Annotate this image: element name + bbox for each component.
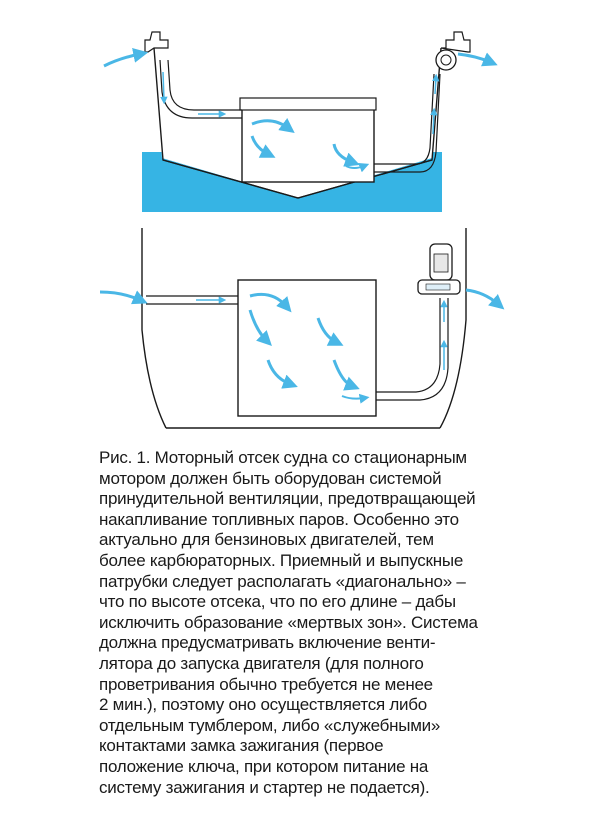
outlet-arrow-icon xyxy=(458,54,490,62)
caption-line: принудительной вентиляции, предотвращающей xyxy=(99,489,476,509)
outlet-duct-plan-inner xyxy=(376,298,440,392)
inlet-arrow-icon xyxy=(104,54,140,66)
caption-line: более карбюраторных. Приемный и выпускные xyxy=(99,550,464,570)
side-section-view xyxy=(104,32,490,212)
caption-line: систему зажигания и стартер не подается). xyxy=(99,777,430,797)
caption-line: актуально для бензиновых двигателей, тем xyxy=(99,530,434,550)
outlet-arrow-icon xyxy=(466,290,498,304)
caption-line: отдельным тумблером, либо «служебными» xyxy=(99,715,441,735)
caption-line: 2 мин.), поэтому оно осуществляется либо xyxy=(99,695,427,715)
outlet-duct-plan xyxy=(376,298,448,400)
left-gunwale xyxy=(145,32,168,52)
caption-line: положение ключа, при котором питание на xyxy=(99,756,429,776)
engine-top xyxy=(240,98,376,110)
caption-line: мотором должен быть оборудован системой xyxy=(99,468,442,488)
flow-arrow-icon xyxy=(435,78,436,94)
figure-caption xyxy=(99,448,531,798)
inlet-arrow-icon xyxy=(100,292,140,300)
right-gunwale xyxy=(441,32,470,52)
flow-arrow-icon xyxy=(163,72,164,100)
fan-icon xyxy=(418,244,460,294)
caption-line: патрубки следует располагать «диагонально» – xyxy=(99,571,466,591)
flow-arrow-icon xyxy=(433,112,434,134)
hull-plan-outline xyxy=(142,228,166,428)
caption-line: что по высоте отсека, что по его длине – дабы xyxy=(99,592,456,612)
caption-line: Рис. 1. Моторный отсек судна со стационарным xyxy=(99,448,467,467)
engine-block-side xyxy=(242,100,374,182)
caption-line: накапливание топливных паров. Особенно это xyxy=(99,509,459,529)
outlet-fitting-inner xyxy=(441,55,451,65)
plan-view xyxy=(100,228,498,428)
caption-line: контактами замка зажигания (первое xyxy=(99,736,384,756)
caption-line: проветривания обычно требуется не менее xyxy=(99,674,433,694)
engine-block-plan xyxy=(238,280,376,416)
caption-line: лятора до запуска двигателя (для полного xyxy=(99,653,424,673)
caption-line: должна предусматривать включение венти- xyxy=(99,633,436,653)
caption-line: исключить образование «мертвых зон». Система xyxy=(99,612,478,632)
